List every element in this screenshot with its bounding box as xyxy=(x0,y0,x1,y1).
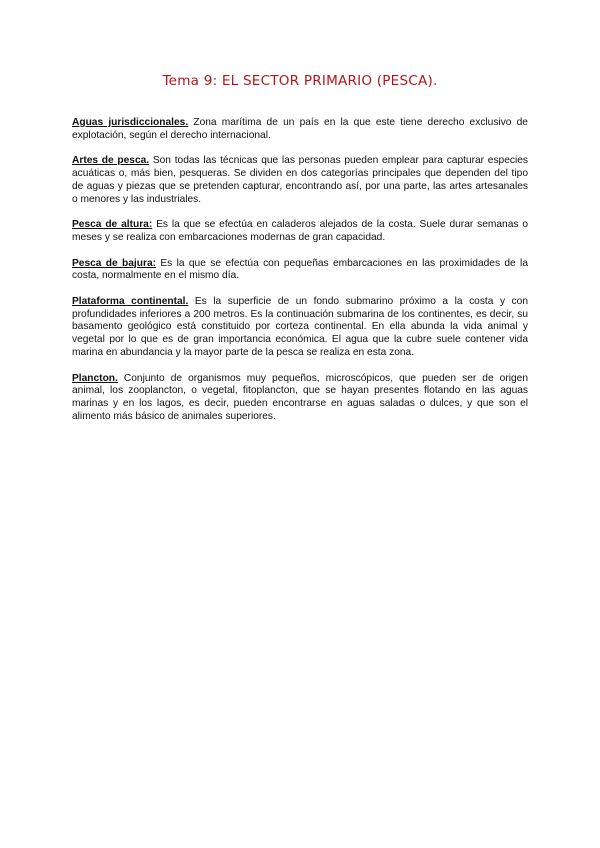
glossary-definition: Es la que se efectúa con pequeñas embarcaciones en las proximidades de la costa, normalmente en el mismo día. xyxy=(72,257,528,282)
glossary-term: Pesca de altura: xyxy=(72,219,153,231)
glossary-entry-pesca-de-bajura xyxy=(72,258,528,283)
glossary-term: Plancton. xyxy=(72,372,118,384)
glossary-definition: Es la que se efectúa en caladeros alejados de la costa. Suele durar semanas o meses y se realiza con embarcaciones modernas de gran capacidad. xyxy=(72,219,528,243)
glossary-entry-aguas-jurisdiccionales xyxy=(72,117,528,142)
glossary-definition: Conjunto de organismos muy pequeños, microscópicos, que pueden ser de origen animal, los zooplancton, o vegetal, fitoplancton, que se hayan presentes flotando en las aguas marinas y en los lagos, es decir, pueden encontrarse en aguas saladas o dulces, y que son el alimento más básico de animales superiores. xyxy=(72,372,528,422)
glossary-entry-artes-de-pesca xyxy=(72,155,528,206)
glossary-definition: Es la superficie de un fondo submarino próximo a la costa y con profundidades inferiores a 200 metros. Es la continuación submarina de los continentes, es decir, su basamento geológico está constituido por corteza continental. En ella abunda la vida animal y vegetal por lo que es de gran importancia económica. El agua que la cubre suele contener vida marina en abundancia y la mayor parte de la pesca se realiza en esta zona. xyxy=(72,296,528,358)
glossary-entry-pesca-de-altura xyxy=(72,219,528,244)
glossary-definition: Zona marítima de un país en la que este tiene derecho exclusivo de explotación, según el derecho internacional. xyxy=(72,117,528,141)
page-title: Tema 9: EL SECTOR PRIMARIO (PESCA). xyxy=(162,73,438,89)
glossary-term: Plataforma continental. xyxy=(72,296,189,308)
glossary-term: Pesca de bajura: xyxy=(72,257,157,269)
glossary xyxy=(72,117,528,436)
glossary-term: Artes de pesca. xyxy=(72,155,150,167)
glossary-definition: Son todas las técnicas que las personas pueden emplear para capturar especies acuáticas o, más bien, pesqueras. Se dividen en dos categorías principales que dependen del tipo de aguas y piezas que se pretenden capturar, encontrando así, por una parte, las artes artesanales o menores y las industriales. xyxy=(72,155,528,205)
glossary-term: Aguas jurisdiccionales. xyxy=(72,117,189,128)
glossary-entry-plataforma-continental xyxy=(72,296,528,360)
glossary-entry-plancton xyxy=(72,373,528,424)
